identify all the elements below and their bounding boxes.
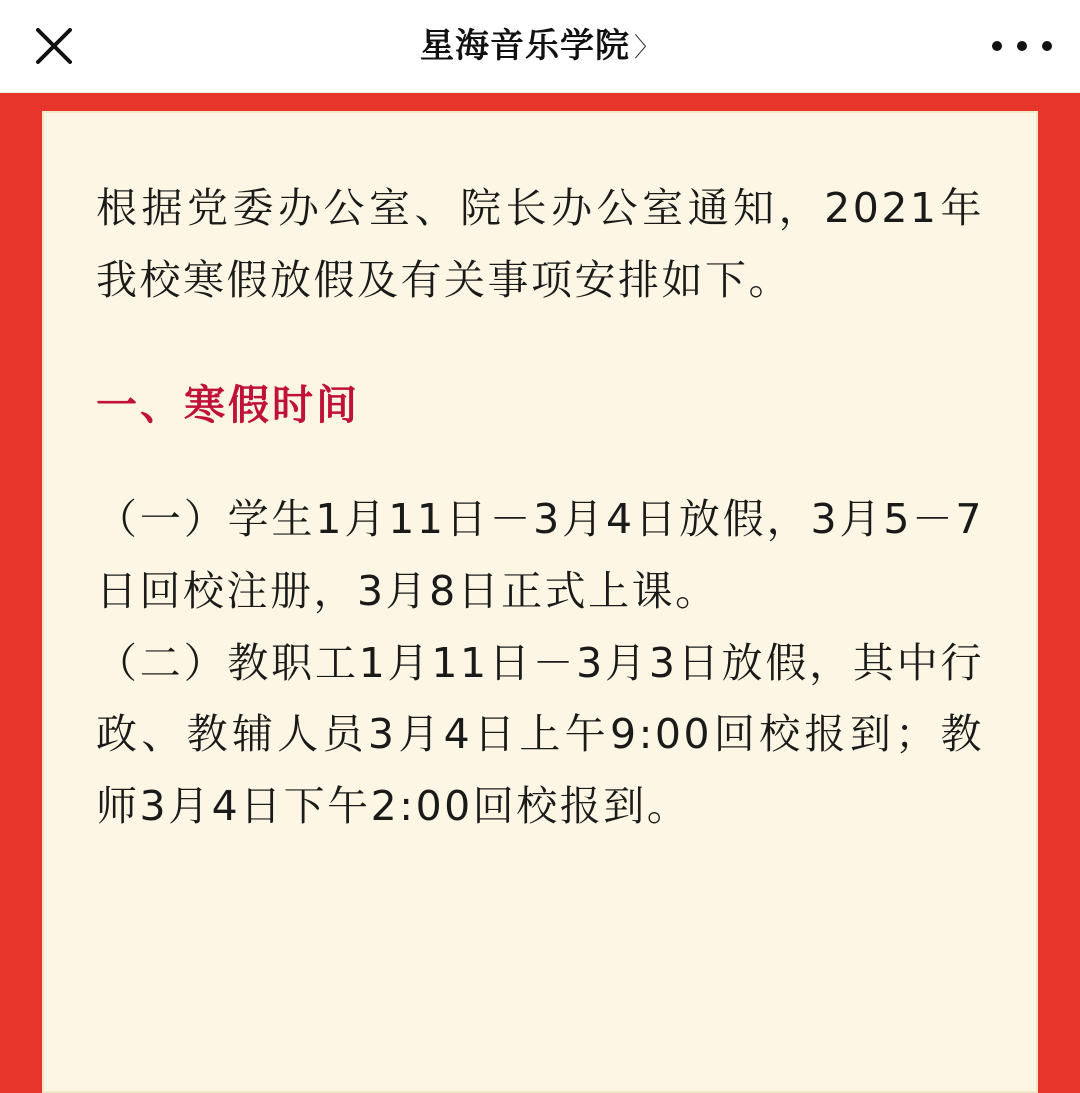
top-navigation-bar — [0, 0, 1080, 93]
account-name-link[interactable] — [420, 29, 660, 63]
article-container — [0, 93, 1080, 1093]
more-dot — [1042, 41, 1052, 51]
section-heading-1: 一、寒假时间 — [96, 380, 360, 429]
close-icon[interactable] — [30, 22, 78, 70]
more-options-icon[interactable] — [992, 26, 1052, 66]
page-title: 星海音乐学院 — [419, 27, 630, 65]
more-dot — [1017, 41, 1027, 51]
article-intro-paragraph: 根据党委办公室、院长办公室通知，2021年我校寒假放假及有关事项安排如下。 — [96, 184, 984, 304]
article-paper — [42, 111, 1038, 1093]
article-item-2: （二）教职工1月11日－3月3日放假，其中行政、教辅人员3月4日上午9:00回校报到；教师3月4日下午2:00回校报到。 — [96, 638, 984, 830]
more-dot — [992, 41, 1002, 51]
article-item-1: （一）学生1月11日－3月4日放假，3月5－7日回校注册，3月8日正式上课。 — [96, 495, 984, 615]
chevron-right-icon: 〉 — [633, 32, 660, 62]
